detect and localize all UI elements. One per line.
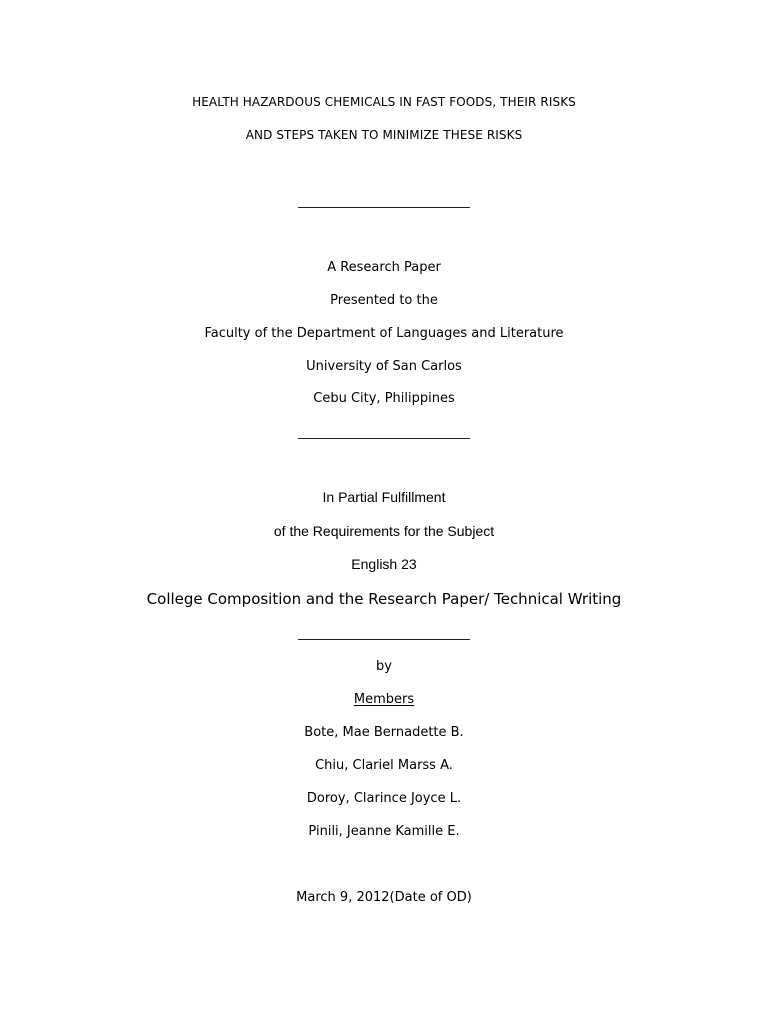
member-name: Pinili, Jeanne Kamille E. — [308, 824, 460, 839]
presentation-line-5: Cebu City, Philippines — [313, 391, 455, 406]
member-name: Chiu, Clariel Marss A. — [315, 758, 453, 773]
fulfillment-line-2: of the Requirements for the Subject — [273, 523, 495, 539]
member-name: Doroy, Clarince Joyce L. — [306, 791, 462, 806]
fulfillment-line-3: English 23 — [351, 556, 417, 572]
title-line-2: AND STEPS TAKEN TO MINIMIZE THESE RISKS — [245, 128, 523, 142]
separator-rule-1 — [298, 207, 470, 208]
submission-date: March 9, 2012(Date of OD) — [296, 890, 472, 905]
presentation-line-3: Faculty of the Department of Languages and Literature — [204, 326, 564, 341]
presentation-line-1: A Research Paper — [327, 260, 441, 275]
presentation-line-4: University of San Carlos — [306, 359, 462, 374]
fulfillment-line-1: In Partial Fulfillment — [322, 489, 446, 505]
fulfillment-line-4: College Composition and the Research Paper/ Technical Writing — [146, 590, 622, 608]
presentation-line-2: Presented to the — [330, 293, 438, 308]
members-heading — [0, 693, 768, 706]
members-label: Members — [353, 692, 415, 707]
member-name: Bote, Mae Bernadette B. — [304, 725, 464, 740]
title-line-1: HEALTH HAZARDOUS CHEMICALS IN FAST FOODS, THEIR RISKS — [192, 95, 576, 109]
separator-rule-2 — [298, 438, 470, 439]
by-label: by — [376, 659, 392, 674]
separator-rule-3 — [298, 639, 470, 640]
